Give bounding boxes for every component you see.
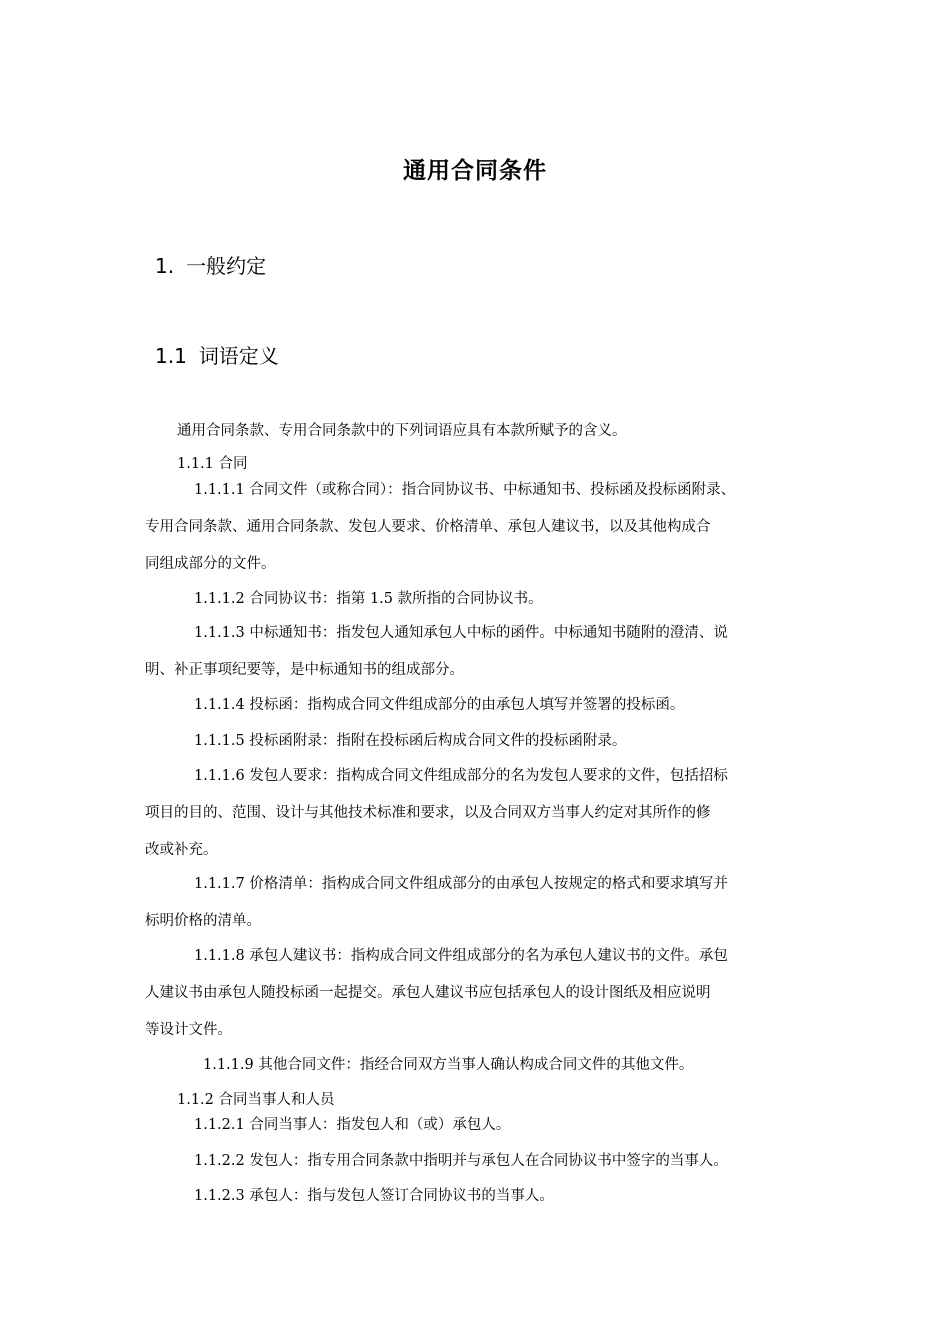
paragraph-line: 人建议书由承包人随投标函一起提交。承包人建议书应包括承包人的设计图纸及相应说明	[145, 985, 711, 1001]
paragraph-line: 标明价格的清单。	[145, 913, 261, 929]
paragraph-line: 项目的目的、范围、设计与其他技术标准和要求，以及合同双方当事人约定对其所作的修	[145, 805, 711, 821]
paragraph-line: 改或补充。	[145, 842, 218, 858]
paragraph-line: 通用合同条款、专用合同条款中的下列词语应具有本款所赋予的含义。	[177, 423, 627, 439]
paragraph-line: 专用合同条款、通用合同条款、发包人要求、价格清单、承包人建议书，以及其他构成合	[145, 519, 711, 535]
document-title: 通用合同条件	[403, 158, 547, 184]
section-number: 1.1	[155, 344, 187, 368]
section-number: 1.	[155, 254, 175, 278]
paragraph-line: 同组成部分的文件。	[145, 556, 276, 572]
paragraph-line: 1.1.1.9 其他合同文件：指经合同双方当事人确认构成合同文件的其他文件。	[203, 1057, 694, 1073]
paragraph-line: 1.1.2 合同当事人和人员	[177, 1092, 335, 1108]
section-label: 一般约定	[186, 254, 267, 278]
paragraph-line: 1.1.1.4 投标函：指构成合同文件组成部分的由承包人填写并签署的投标函。	[194, 697, 685, 713]
paragraph-line: 1.1.1.3 中标通知书：指发包人通知承包人中标的函件。中标通知书随附的澄清、说	[194, 625, 728, 641]
paragraph-line: 1.1.1 合同	[177, 456, 248, 472]
section-heading-1	[155, 250, 266, 279]
paragraph-line: 1.1.1.2 合同协议书：指第 1.5 款所指的合同协议书。	[194, 591, 543, 607]
paragraph-line: 1.1.1.1 合同文件（或称合同）：指合同协议书、中标通知书、投标函及投标函附录、	[194, 482, 736, 498]
paragraph-line: 1.1.1.5 投标函附录：指附在投标函后构成合同文件的投标函附录。	[194, 733, 627, 749]
section-label: 词语定义	[198, 344, 279, 368]
paragraph-line: 1.1.2.1 合同当事人：指发包人和（或）承包人。	[194, 1117, 511, 1133]
paragraph-line: 等设计文件。	[145, 1022, 232, 1038]
paragraph-line: 1.1.1.6 发包人要求：指构成合同文件组成部分的名为发包人要求的文件，包括招标	[194, 768, 728, 784]
paragraph-line: 1.1.1.8 承包人建议书：指构成合同文件组成部分的名为承包人建议书的文件。承包	[194, 948, 728, 964]
paragraph-line: 明、补正事项纪要等，是中标通知书的组成部分。	[145, 662, 464, 678]
paragraph-line: 1.1.1.7 价格清单：指构成合同文件组成部分的由承包人按规定的格式和要求填写并	[194, 876, 728, 892]
paragraph-line: 1.1.2.3 承包人：指与发包人签订合同协议书的当事人。	[194, 1188, 554, 1204]
section-heading-1-1	[155, 340, 279, 369]
paragraph-line: 1.1.2.2 发包人：指专用合同条款中指明并与承包人在合同协议书中签字的当事人。	[194, 1153, 728, 1169]
